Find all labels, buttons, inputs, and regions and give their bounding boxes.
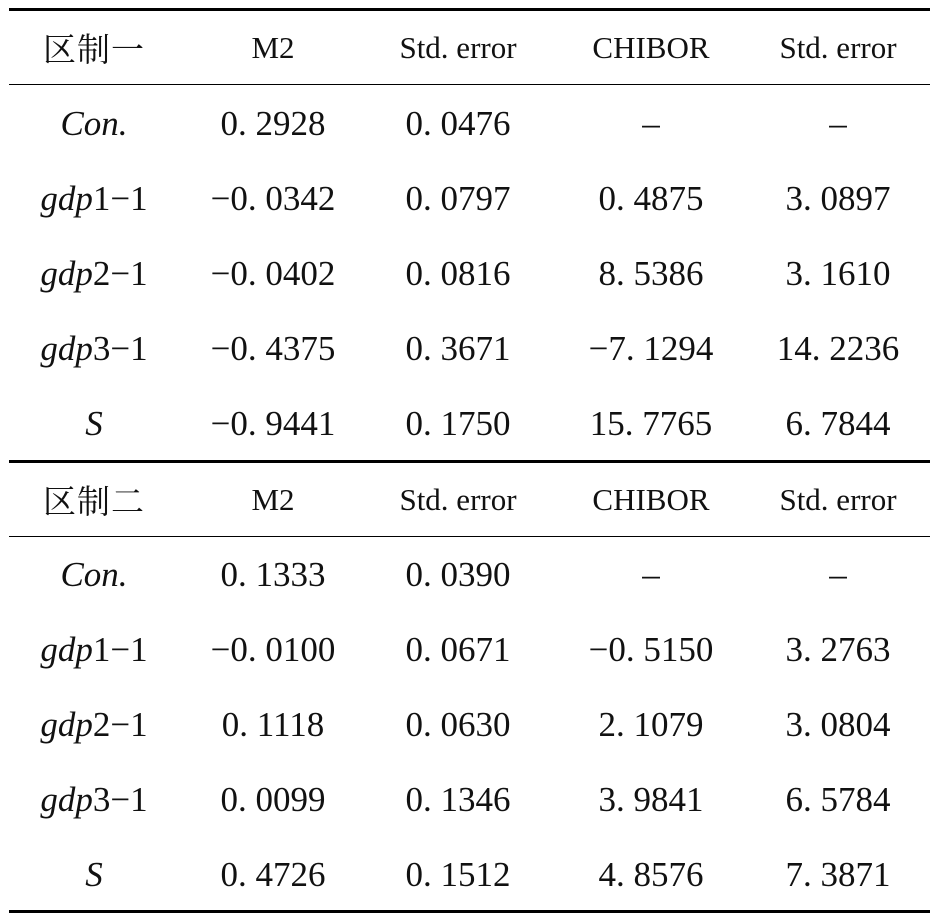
header-rule bbox=[9, 84, 930, 85]
table-row bbox=[0, 311, 938, 386]
table-cell: 0. 2928 bbox=[220, 103, 326, 143]
table-row bbox=[0, 161, 938, 236]
variable-name: S bbox=[85, 854, 103, 894]
table-row bbox=[0, 687, 938, 762]
table-cell: 0. 1750 bbox=[405, 403, 511, 443]
table-cell: 8. 5386 bbox=[598, 253, 704, 293]
variable-name: Con. bbox=[60, 554, 128, 594]
table-cell: 0. 0099 bbox=[220, 779, 326, 819]
table-cell: 0. 0671 bbox=[405, 629, 511, 669]
table-cell: 3. 9841 bbox=[598, 779, 704, 819]
table-cell: 4. 8576 bbox=[598, 854, 704, 894]
table-cell: – bbox=[642, 103, 660, 143]
table-cell: −7. 1294 bbox=[588, 328, 714, 368]
header-std-error: Std. error bbox=[779, 481, 897, 517]
table-cell: −0. 9441 bbox=[210, 403, 336, 443]
header-std-error: Std. error bbox=[779, 29, 897, 65]
variable-name: gdp 1−1 bbox=[40, 178, 148, 218]
table-cell: 3. 0804 bbox=[785, 704, 891, 744]
bottom-rule bbox=[9, 910, 930, 913]
table-cell: 15. 7765 bbox=[589, 403, 713, 443]
table-cell: – bbox=[642, 554, 660, 594]
table-row bbox=[0, 236, 938, 311]
header-chibor: CHIBOR bbox=[592, 481, 710, 517]
table-cell: 0. 1333 bbox=[220, 554, 326, 594]
table-cell: 0. 0816 bbox=[405, 253, 511, 293]
table-row bbox=[0, 86, 938, 161]
table-cell: 0. 1118 bbox=[221, 704, 325, 744]
table-header-row bbox=[0, 11, 938, 84]
variable-name: gdp 2−1 bbox=[40, 253, 148, 293]
table-cell: 3. 0897 bbox=[785, 178, 891, 218]
table-cell: 14. 2236 bbox=[776, 328, 900, 368]
header-m2: M2 bbox=[251, 29, 295, 65]
table-cell: – bbox=[829, 554, 847, 594]
table-cell: 0. 0476 bbox=[405, 103, 511, 143]
table-header-row bbox=[0, 463, 938, 536]
header-std-error: Std. error bbox=[399, 29, 517, 65]
table-cell: 0. 1512 bbox=[405, 854, 511, 894]
table-cell: – bbox=[829, 103, 847, 143]
table-cell: 0. 1346 bbox=[405, 779, 511, 819]
variable-name: gdp 2−1 bbox=[40, 704, 148, 744]
variable-name: gdp 3−1 bbox=[40, 779, 148, 819]
table-cell: 0. 0390 bbox=[405, 554, 511, 594]
table-cell: 7. 3871 bbox=[785, 854, 891, 894]
table-row bbox=[0, 537, 938, 612]
table-row bbox=[0, 837, 938, 912]
table-cell: 0. 4875 bbox=[598, 178, 704, 218]
header-m2: M2 bbox=[251, 481, 295, 517]
header-std-error: Std. error bbox=[399, 481, 517, 517]
table-cell: 0. 0797 bbox=[405, 178, 511, 218]
header-regime: 区制一 bbox=[43, 30, 145, 69]
table-cell: 2. 1079 bbox=[598, 704, 704, 744]
header-regime: 区制二 bbox=[43, 482, 145, 521]
table-cell: 6. 7844 bbox=[785, 403, 891, 443]
table-cell: 3. 1610 bbox=[785, 253, 891, 293]
variable-name: gdp 1−1 bbox=[40, 629, 148, 669]
table-cell: −0. 0342 bbox=[210, 178, 336, 218]
table-row bbox=[0, 762, 938, 837]
table-cell: −0. 5150 bbox=[588, 629, 714, 669]
table-cell: 0. 3671 bbox=[405, 328, 511, 368]
variable-name: S bbox=[85, 403, 103, 443]
table-cell: −0. 0100 bbox=[210, 629, 336, 669]
table-cell: −0. 0402 bbox=[210, 253, 336, 293]
table-cell: −0. 4375 bbox=[210, 328, 336, 368]
table-cell: 6. 5784 bbox=[785, 779, 891, 819]
table-row bbox=[0, 386, 938, 461]
variable-name: gdp 3−1 bbox=[40, 328, 148, 368]
table-cell: 0. 4726 bbox=[220, 854, 326, 894]
variable-name: Con. bbox=[60, 103, 128, 143]
table-cell: 3. 2763 bbox=[785, 629, 891, 669]
header-chibor: CHIBOR bbox=[592, 29, 710, 65]
table-row bbox=[0, 612, 938, 687]
table-cell: 0. 0630 bbox=[405, 704, 511, 744]
